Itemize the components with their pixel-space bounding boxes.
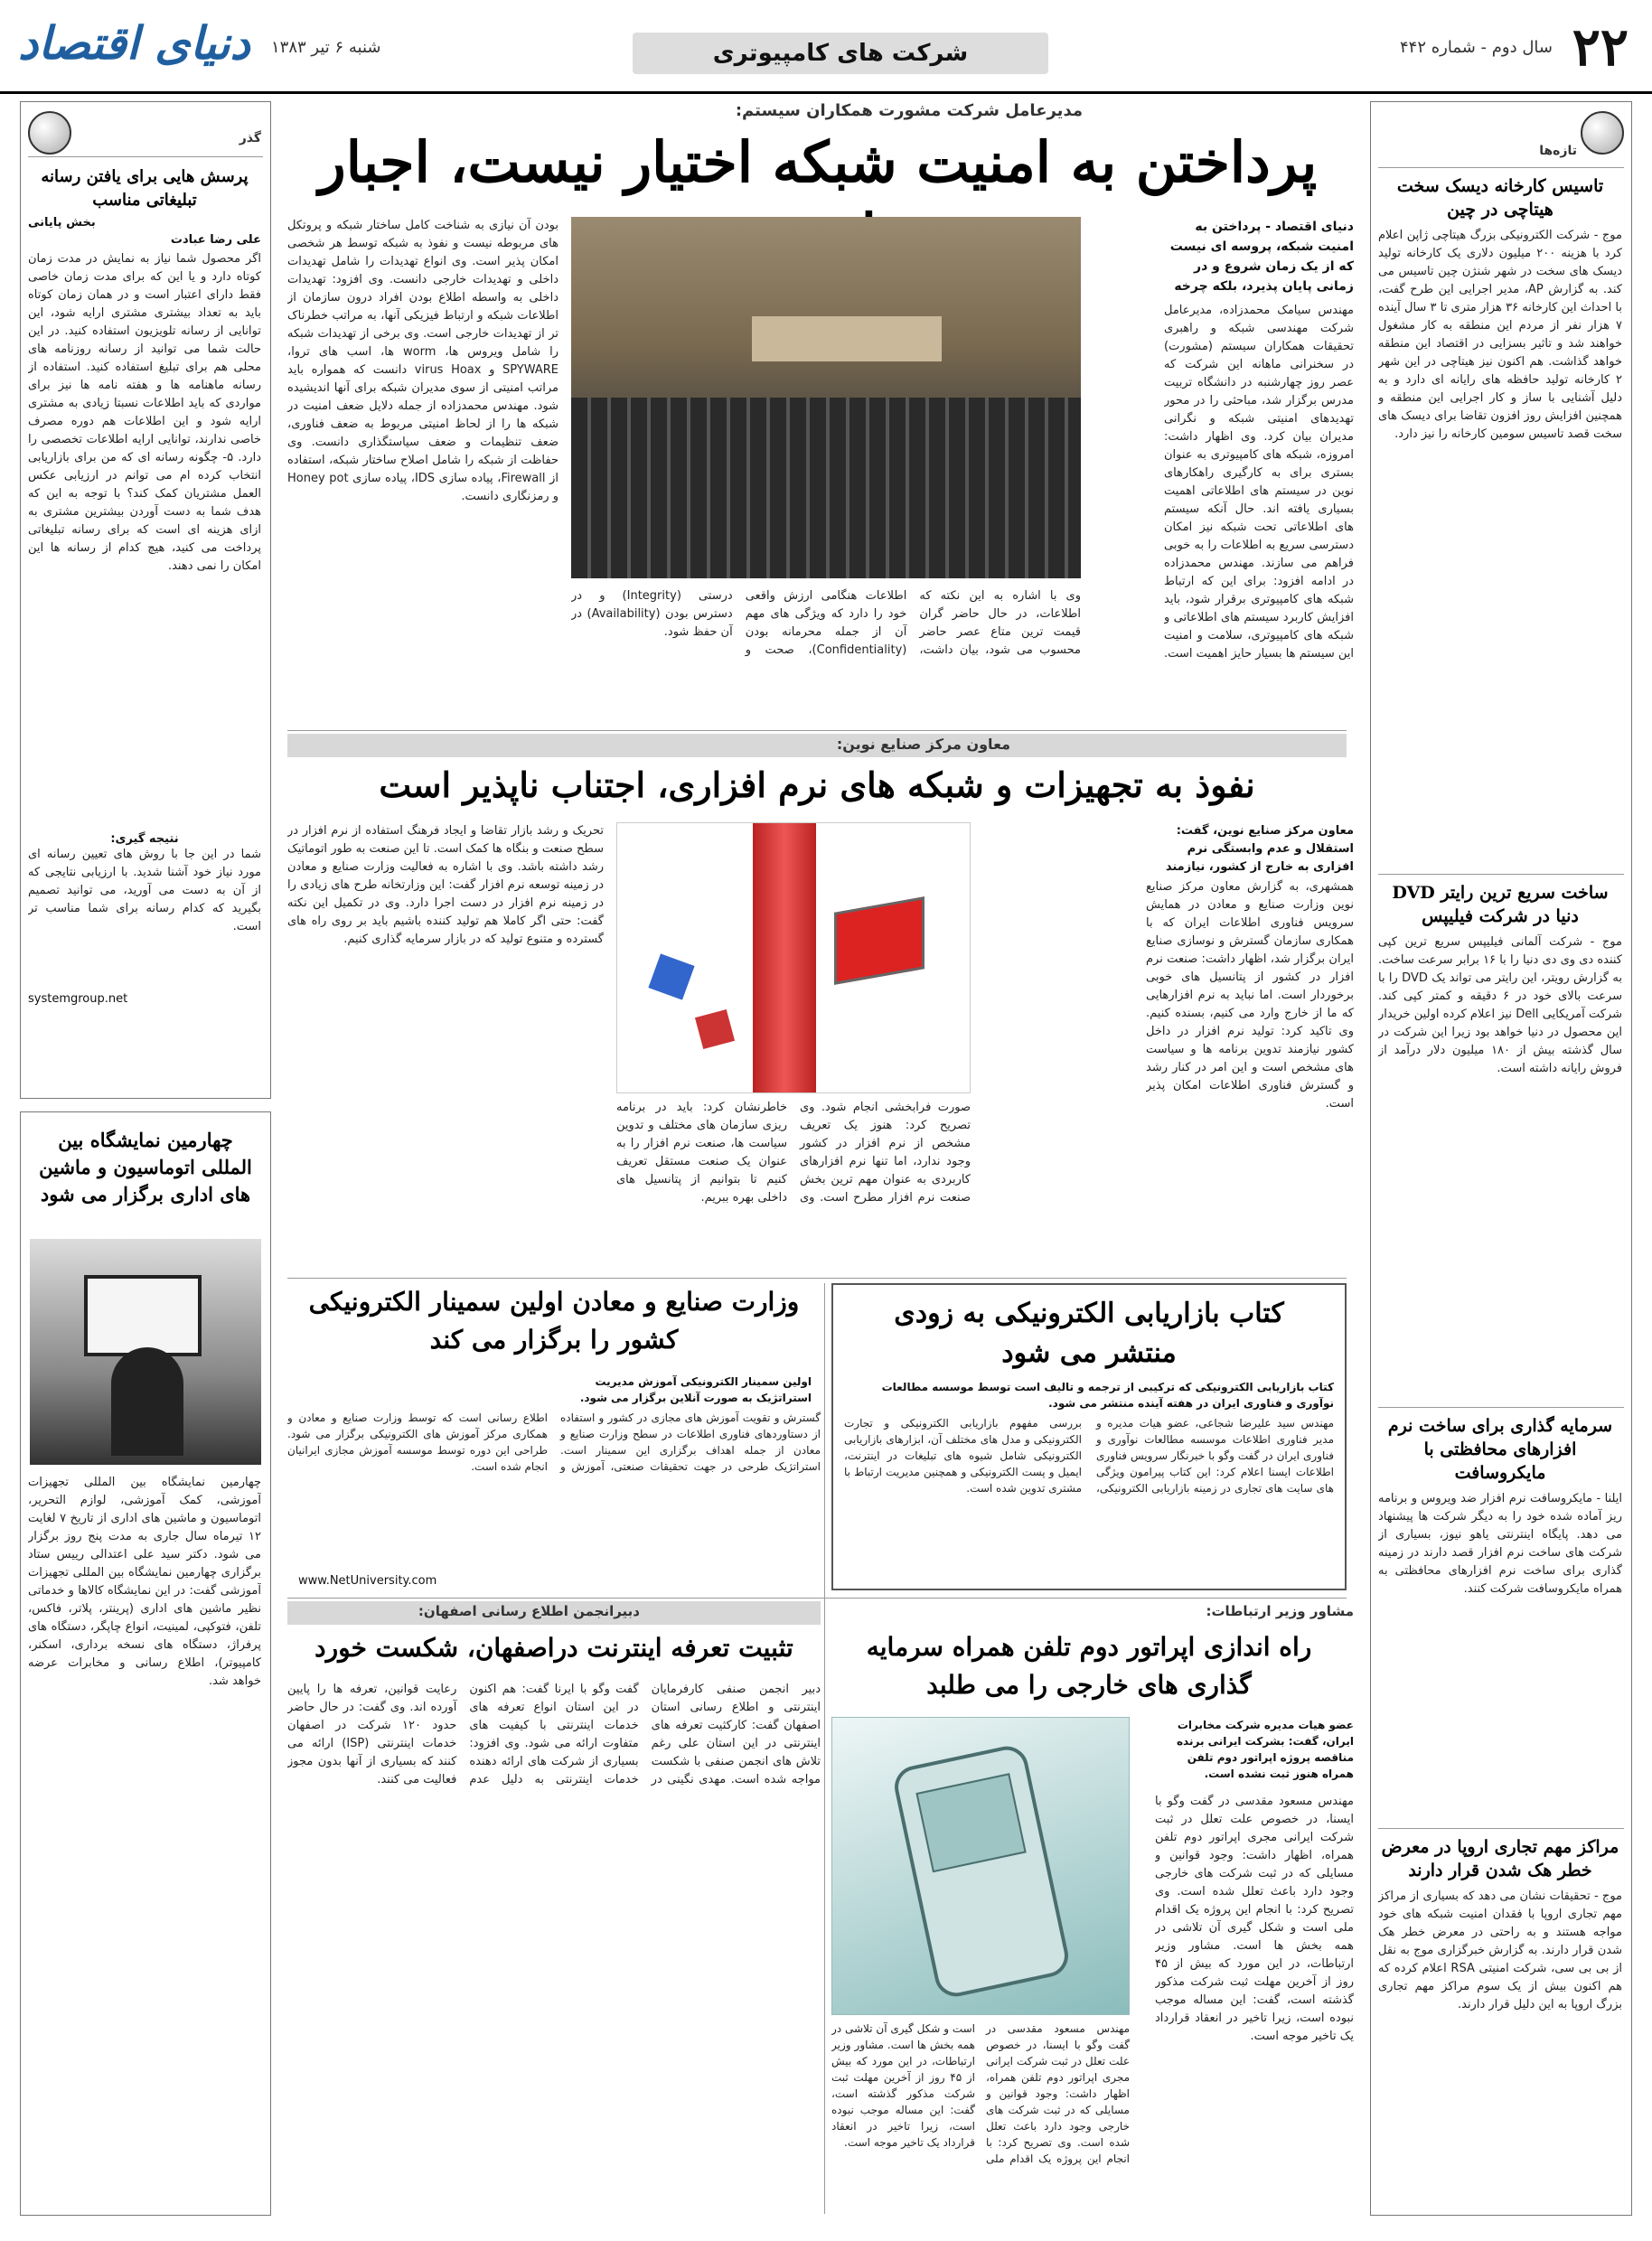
cube-shape xyxy=(695,1009,735,1049)
news-title: تاسیس کارخانه دیسک سخت هیتاچی در چین xyxy=(1396,176,1604,220)
source-url: systemgroup.net xyxy=(28,992,128,1006)
main-col-2: بودن آن نیازی به شناخت کامل ساختار شبکه و پروتکل های مربوطه نیست و نفوذ به شبکه توسط هر شخصی امکان پذیر است. وی انواع تهدیدات را شامل تهدیدات داخلی و تهدیدات خارجی دانست. وی افزود: تهدیدات داخلی به واسطه اطلاع بودن افراد درون سازمان از اطلاعات شبکه و ارتباط فیزیکی آنها، به مراتب خطرناک تر از تهدیدات خارجی است. وی برخی از تهدیدات شبکه را شامل ویروس ها، worm ها، اسب های تروا، SPYWARE و virus Hoax دانست که همواره باید مراتب امنیتی از سوی مدیران شبکه برای آنها اندیشیده شود. مهندس محمدزاده از جمله دلایل ضعف امنیت در شبکه ها را از لحاظ امنیتی مربوط به ضعف فناوری، ضعف تنظیمات و ضعف سیاستگذاری دانست. وی حفاظت از شبکه را شامل اصلاح ساختار شبکه، استفاده از Firewall، پیاده سازی IDS، پیاده سازی Honey pot و رمزنگاری دانست. xyxy=(287,219,558,503)
second-lead: معاون مرکز صنایع نوین، گفت: استقلال و عدم وابستگی نرم افزاری به خارج از کشور، نیازمند xyxy=(1165,824,1354,874)
main-kicker: مدیرعامل شرکت مشورت همکاران سیستم: xyxy=(735,101,1083,120)
mobile-extra: مهندس مسعود مقدسی در گفت وگو با ایسنا، در خصوص علت تعلل در ثبت شرکت ایرانی مجری اپراتور دوم تلفن همراه، اظهار داشت: وجود قوانین و مسایلی که در ثبت شرکت های خارجی وجود دارد باعث تعلل شده است. وی تصریح کرد: با انجام این پروژه یک اقدام ملی است و شکل گیری آن تلاشی در همه بخش ها است. مشاور وزیر ارتباطات، در این مورد که بیش از ۴۵ روز از آخرین مهلت ثبت شرکت مذکور گذشته است، گفت: این مساله موجب نبوده است، زیرا تاخیر در انعقاد قرارداد یک تاخیر موجه است. xyxy=(831,2022,1130,2165)
news-item xyxy=(1378,1835,1622,2195)
main-lead: دنیای اقتصاد - پرداختن به امنیت شبکه، پروسه ای نیست که از یک زمان شروع و در زمانی پایان پذیرد، بلکه چرخه xyxy=(1169,220,1354,294)
book-headline: کتاب بازاریابی الکترونیکی به زودی منتشر می شود xyxy=(894,1298,1284,1369)
mobile-body: مهندس مسعود مقدسی در گفت وگو با ایسنا، در خصوص علت تعلل در ثبت شرکت ایرانی مجری اپراتور دوم تلفن همراه، اظهار داشت: وجود قوانین و مسایلی که در ثبت شرکت های خارجی وجود دارد باعث تعلل شده است. وی تصریح کرد: با انجام این پروژه یک اقدام ملی است و شکل گیری آن تلاشی در همه بخش ها است. مشاور وزیر ارتباطات، در این مورد که بیش از ۴۵ روز از آخرین مهلت ثبت شرکت مذکور گذشته است، گفت: این مساله موجب نبوده است، زیرا تاخیر در انعقاد قرارداد یک تاخیر موجه است. xyxy=(1155,1795,1354,2043)
article-body: اگر محصول شما نیاز به نمایش در مدت زمان کوتاه دارد و یا این که برای مدت زمان خاصی فقط دارای اعتبار است و در همان زمان کوتاه باید به تعداد بیشتری مشتری ارایه شود، این توانایی از رسانه تلویزیون استفاده کنید. در این حالت شما می توانید از رسانه روزنامه های محلی هم برای تبلیغ استفاده کنید. استفاده از رسانه ماهنامه ها و هفته نامه ها نیز برای مواردی که باید اطلاعات نسبتا زیادی به مشتری ارایه شود و این اطلاعات هم دوره مصرف خاصی ندارند، توانایی ارایه اطلاعات تخصصی را دارد. ۵- چگونه رسانه ای که من برای بازاریابی انتخاب کرده ام می توانم در ارزیابی عکس العمل مشتریان کمک کند؟ با توجه به این که هدف شما به دست آوردن بیشترین مشتری به ازای هزینه ای است که برای رسانه تبلیغاتی پرداخت می کنید، هیچ کدام از رسانه ها این امکان را نمی دهند. xyxy=(28,252,261,573)
event-body: چهارمین نمایشگاه بین المللی تجهیزات آموزشی، کمک آموزشی، لوازم التحریر، اتوماسیون و ماشین های اداری از تاریخ ۷ لغایت ۱۲ تیرماه سال جاری به مدت پنج روز برگزار می شود. دکتر سید علی اعتدالی رییس ستاد برگزاری چهارمین نمایشگاه بین المللی تجهیزات آموزشی گفت: در این نمایشگاه کالاها و خدماتی نظیر ماشین های اداری (پرینتر، پلاتر، فاکس، تلفن، فتوکپی، لمینیت، انواع چاپگر، دستگاه های پرفراژ، دستگاه های نسخه برداری، اسکنر، کامپیوتر)، اطلاع رسانی و مخابرات عرضه خواهد شد. xyxy=(28,1476,261,1688)
conference-photo xyxy=(571,217,1081,578)
issue-label: سال دوم - شماره ۴۴۲ xyxy=(1400,38,1553,57)
divider xyxy=(1378,167,1624,168)
book-box xyxy=(831,1283,1347,1590)
article-title: پرسش هایی برای یافتن رسانه تبلیغاتی مناسب xyxy=(41,167,249,210)
news-item xyxy=(1378,881,1622,1394)
left-sidebar-bottom xyxy=(20,1111,271,2216)
section-title: شرکت های کامپیوتری xyxy=(633,33,1048,74)
stage-shape xyxy=(752,316,942,361)
article-author: علی رضا عبادت xyxy=(170,233,261,247)
mobile-lead: عضو هیات مدیره شرکت مخابرات ایران، گفت: بشرکت ایرانی برنده مناقصه پروژه اپراتور دوم تلفن همراه هنوز ثبت نشده است. xyxy=(1176,1719,1354,1780)
sidebar-label: گذر xyxy=(239,131,261,145)
divider xyxy=(1378,874,1624,875)
article-subtitle: بخش پایانی xyxy=(28,216,96,230)
isp-body: دبیر انجمن صنفی کارفرمایان اینترنتی و اطلاع رسانی استان اصفهان گفت: کارکثیت تعرفه های اینترنتی در این استان علی رغم تلاش های انجمن صنفی با شکست مواجه شده است. مهدی نگینی در گفت وگو با ایرنا گفت: هم اکنون در این استان انواع تعرفه های خدمات اینترنتی با کیفیت های متفاوت ارائه می شود. وی افزود: بسیاری از شرکت های ارائه دهنده خدمات اینترنتی به دلیل عدم رعایت قوانین، تعرفه ها را پایین آورده اند. وی گفت: در حال حاضر حدود ۱۲۰ شرکت در اصفهان خدمات اینترنتی (ISP) ارائه می کنند که بسیاری از آنها بدون مجوز فعالیت می کنند. xyxy=(287,1683,821,1786)
result-label: نتیجه گیری: xyxy=(110,832,179,846)
news-item xyxy=(1378,174,1622,697)
second-kicker: معاون مرکز صنایع نوین: xyxy=(836,736,1010,753)
news-body: موج - شرکت آلمانی فیلیپس سریع ترین کپی کننده دی وی دی دنیا را با ۱۶ برابر سرعت ساخت. به گزارش رویتر، این رایتر می تواند یک DVD را با سرعت بالای خود در ۶ دقیقه و کمتر کپی کند. شرکت آمریکایی Dell نیز اعلام کرده اولین خریدار این محصول در دنیا خواهد بود زیرا این شرکت در سال گذشته بیش از ۱۸۰ میلیون دلار درآمد از فروش رایانه داشته است. xyxy=(1378,935,1622,1075)
person-shape xyxy=(111,1347,183,1456)
right-sidebar xyxy=(1370,101,1632,2216)
event-title: چهارمین نمایشگاه بین المللی اتوماسیون و ماشین های اداری برگزار می شود xyxy=(39,1129,252,1205)
globe-icon xyxy=(28,111,71,155)
result-body: شما در این جا با روش های تعیین رسانه ای مورد نیاز خود آشنا شدید. با ارزیابی نتایجی که از آن به دست می آورید، می توانید تصمیم بگیرید که کدام رسانه برای شما مناسب تر است. xyxy=(28,848,261,933)
phone-screen-shape xyxy=(915,1773,1026,1872)
sidebar-label: تازه‌ها xyxy=(1539,144,1577,158)
divider xyxy=(287,730,1347,731)
main-headline: پرداختن به امنیت شبکه اختیار نیست، اجبار xyxy=(318,129,1318,195)
divider xyxy=(824,1283,825,2214)
phone-shape xyxy=(891,1742,1073,2001)
seats-shape xyxy=(571,398,1081,578)
seminar-headline: وزارت صنایع و معادن اولین سمینار الکترونیکی کشور را برگزار می کند xyxy=(308,1287,800,1355)
news-body: موج - شرکت الکترونیکی بزرگ هیتاچی ژاپن اعلام کرد با هزینه ۲۰۰ میلیون دلاری یک کارخانه تولید دیسک های سخت در شهر شنژن چین تاسیس می کند. به گزارش AP، مدیر اجرایی این طرح گفت، با احداث این کارخانه ۳۶ هزار متری تا ۳ سال آینده ۷ هزار نفر از مردم این منطقه به کار مشغول خواهند شد و تاثیر بسزایی در اقتصاد این منطقه خواهد گذاشت. هم اکنون نیز هیتاچی در این شهر ۲ کارخانه تولید حافظه های رایانه ای دارد و به دلیل آشنایی با ساز و کار اجرایی این منطقه و همچنین افزایش روز افزون تقاضا برای دیسک های سخت قصد تاسیس سومین کارخانه را نیز دارد. xyxy=(1378,229,1622,441)
book-lead: کتاب بازاریابی الکترونیکی که ترکیبی از ترجمه و تالیف است توسط موسسه مطالعات نوآوری و فناوری ایران در هفته آینده منتشر می شود. xyxy=(881,1381,1334,1410)
second-col-1: همشهری، به گزارش معاون مرکز صنایع نوین وزارت صنایع و معادن در همایش سرویس فناوری اطلاعات ایران که با همکاری سازمان گسترش و نوسازی صنایع ایران برگزار شد، اظهار داشت: صنعت نرم افزار در کشور از پتانسیل های خوبی برخوردار است. اما نباید به نرم افزارهایی که ما از خارج وارد می کنیم، بسنده کنیم. وی تاکید کرد: تولید نرم افزار در داخل کشور نیازمند تدوین برنامه ها و سیاست های مشخص است و این امر در کنار رشد و گسترش فناوری اطلاعات امکان پذیر است. xyxy=(1146,880,1354,1111)
second-col-3: تحریک و رشد بازار تقاضا و ایجاد فرهنگ استفاده از نرم افزار در سطح صنعت و بنگاه ها کمک است. تا این صنعت به طور اتوماتیک رشد داشته باشد. وی با اشاره به فعالیت وزارت صنایع و معادن در زمینه توسعه نرم افزار گفت: این وزارتخانه طرح های زیادی را در زمینه نرم افزار در دست اجرا دارد. وی در تکمیل این نکته گفت: حتی اگر کاملا هم تولید کننده باشیم باید بر روی راه های گسترده و متنوع تولید که در بازار سرمایه گذاری کنیم. xyxy=(287,824,604,946)
seminar-lead: اولین سمینار الکترونیکی آموزش مدیریت استراتژیک به صورت آنلاین برگزار می شود. xyxy=(579,1375,812,1404)
mobile-headline: راه اندازی اپراتور دوم تلفن همراه سرمایه گذاری های خارجی را می طلبد xyxy=(866,1632,1312,1700)
pillar-shape xyxy=(753,823,816,1093)
page-header xyxy=(0,0,1652,94)
monitor-shape xyxy=(84,1275,202,1356)
news-item xyxy=(1378,1414,1622,1788)
main-col-1: مهندس سیامک محمدزاده، مدیرعامل شرکت مهندسی شبکه و راهبری تحقیقات همکاران سیستم (مشورت) در سخنرانی ماهانه این شرکت که عصر روز چهارشنبه در دانشگاه تربیت مدرس برگزار شد، مباحثی را در محور تهدیدهای امنیتی شبکه و نگرانی مدیران بیان کرد. وی اظهار داشت: امروزه، شبکه های کامپیوتری به عنوان بستری برای به کارگیری راهکارهای نوین در سیستم های اطلاعاتی اهمیت بسیاری یافته اند. حال آنکه سیستم های اطلاعاتی تحت شبکه نیز امکان دسترسی سریع به اطلاعات را به خوبی فراهم می سازند. مهندس محمدزاده در ادامه افزود: برای این که ارتباط شبکه های کامپیوتری برقرار شود، باید افزایش کاربرد سیستم های اطلاعاتی و شبکه های کامپیوتری، سلامت و امنیت این سیستم ها بسیار حایز اهمیت است. xyxy=(1164,304,1354,661)
phone-illustration xyxy=(831,1717,1130,2015)
news-title: سرمایه گذاری برای ساخت نرم افزارهای محافظتی با مایکروسافت xyxy=(1387,1416,1613,1483)
second-col-2: صورت فرابخشی انجام شود. وی تصریح کرد: هنوز یک تعریف مشخص از نرم افزار در کشور وجود ندارد، اما تنها نرم افزارهای کاربردی به عنوان مهم ترین بخش صنعت نرم افزار مطرح است. وی خاطرنشان کرد: باید در برنامه ریزی سازمان های مختلف و تدوین سیاست ها، صنعت نرم افزار را به عنوان یک صنعت مستقل تعریف کنیم تا بتوانیم از پتانسیل های داخلی بهره ببریم. xyxy=(616,1101,971,1205)
cube-shape xyxy=(648,953,694,999)
news-body: ایلنا - مایکروسافت نرم افزار ضد ویروس و برنامه ریز آماده شده خود را به دیگر شرکت ها پیشنهاد می دهد. پایگاه اینترنتی یاهو نیوز، بسیاری از شرکت های ساخت نرم افزار قصد دارند در زمینه گذاری برای ساخت نرم افزارهای محافظتی به همراه مایکروسافت شرکت کنند. xyxy=(1378,1492,1622,1596)
screen-shape xyxy=(834,896,925,985)
news-title: ساخت سریع ترین رایتر DVD دنیا در شرکت فیلیپس xyxy=(1392,883,1609,926)
seminar-body: گسترش و تقویت آموزش های مجازی در کشور و استفاده از دستاوردهای فناوری اطلاعات در سطح وزارت صنایع و معادن از جمله اهداف برگزاری این سمینار است. استراتژیک طرحی در جهت تحقیقات صنعتی، آموزش و اطلاع رسانی است که توسط وزارت صنایع و معادن و همکاری مرکز آموزش های الکترونیکی برگزار می شود. طراحی این دوره توسط موسسه آموزش مجازی ایرانیان انجام شده است. xyxy=(287,1411,821,1473)
kicker-band xyxy=(287,734,1347,757)
second-headline: نفوذ به تجهیزات و شبکه های نرم افزاری، اجتناب ناپذیر است xyxy=(379,764,1255,805)
divider xyxy=(1378,1828,1624,1829)
divider xyxy=(287,1598,1347,1599)
divider xyxy=(1378,1407,1624,1408)
globe-icon xyxy=(1581,111,1624,155)
isp-kicker: دبیرانجمن اطلاع رسانی اصفهان: xyxy=(418,1603,640,1619)
news-title: مراکز مهم تجاری اروپا در معرض خطر هک شدن قرار دارند xyxy=(1381,1837,1619,1880)
divider xyxy=(28,156,263,157)
ad-article xyxy=(28,165,261,1006)
divider xyxy=(287,1278,1347,1279)
isp-headline: تثبیت تعرفه اینترنت دراصفهان، شکست خورد xyxy=(314,1633,793,1663)
left-sidebar-top xyxy=(20,101,271,1099)
mobile-kicker: مشاور وزیر ارتباطات: xyxy=(1206,1603,1354,1619)
seminar-source: www.NetUniversity.com xyxy=(298,1574,437,1588)
network-illustration xyxy=(616,822,971,1093)
page-number: ۲۲ xyxy=(1572,16,1629,78)
main-caption: وی با اشاره به این نکته که اطلاعات، در حال حاضر گران قیمت ترین متاع عصر حاضر محسوب می شود، بیان داشت، اطلاعات هنگامی ارزش واقعی خود را دارد که ویژگی های مهم آن از جمله محرمانه بودن (Confidentiality)، صحت و درستی (Integrity) و در دسترس بودن (Availability) در آن حفظ شود. xyxy=(571,589,1081,657)
newspaper-logo: دنیای اقتصاد xyxy=(18,16,250,70)
office-photo xyxy=(30,1239,261,1465)
book-body: مهندس سید علیرضا شجاعی، عضو هیات مدیره و مدیر فناوری اطلاعات موسسه مطالعات نوآوری و فناوری ایران در گفت وگو با خبرنگار سرویس فناوری اطلاعات ایسنا اعلام کرد: این کتاب پیرامون ویژگی های سایت های تجاری در زمینه بازاریابی الکترونیکی، بررسی مفهوم بازاریابی الکترونیکی و تجارت الکترونیکی و مدل های مختلف آن، ابزارهای بازاریابی الکترونیکی شامل شیوه های تبلیغات در اینترنت، ایمیل و پست الکترونیکی و همچنین مدیریت ارتباط با مشتری تدوین شده است. xyxy=(844,1417,1334,1495)
news-body: موج - تحقیقات نشان می دهد که بسیاری از مراکز مهم تجاری اروپا با فقدان امنیت شبکه های خود مواجه هستند و به راحتی در معرض خطر هک شدن قرار دارند. به گزارش خبرگزاری موج به نقل از بی بی سی، شرکت امنیتی RSA اعلام کرده که هم اکنون بیش از یک سوم مراکز مهم تجاری بزرگ اروپا به این دلیل قرار دارند. xyxy=(1378,1889,1622,2011)
issue-date: شنبه ۶ تیر ۱۳۸۳ xyxy=(271,38,381,57)
